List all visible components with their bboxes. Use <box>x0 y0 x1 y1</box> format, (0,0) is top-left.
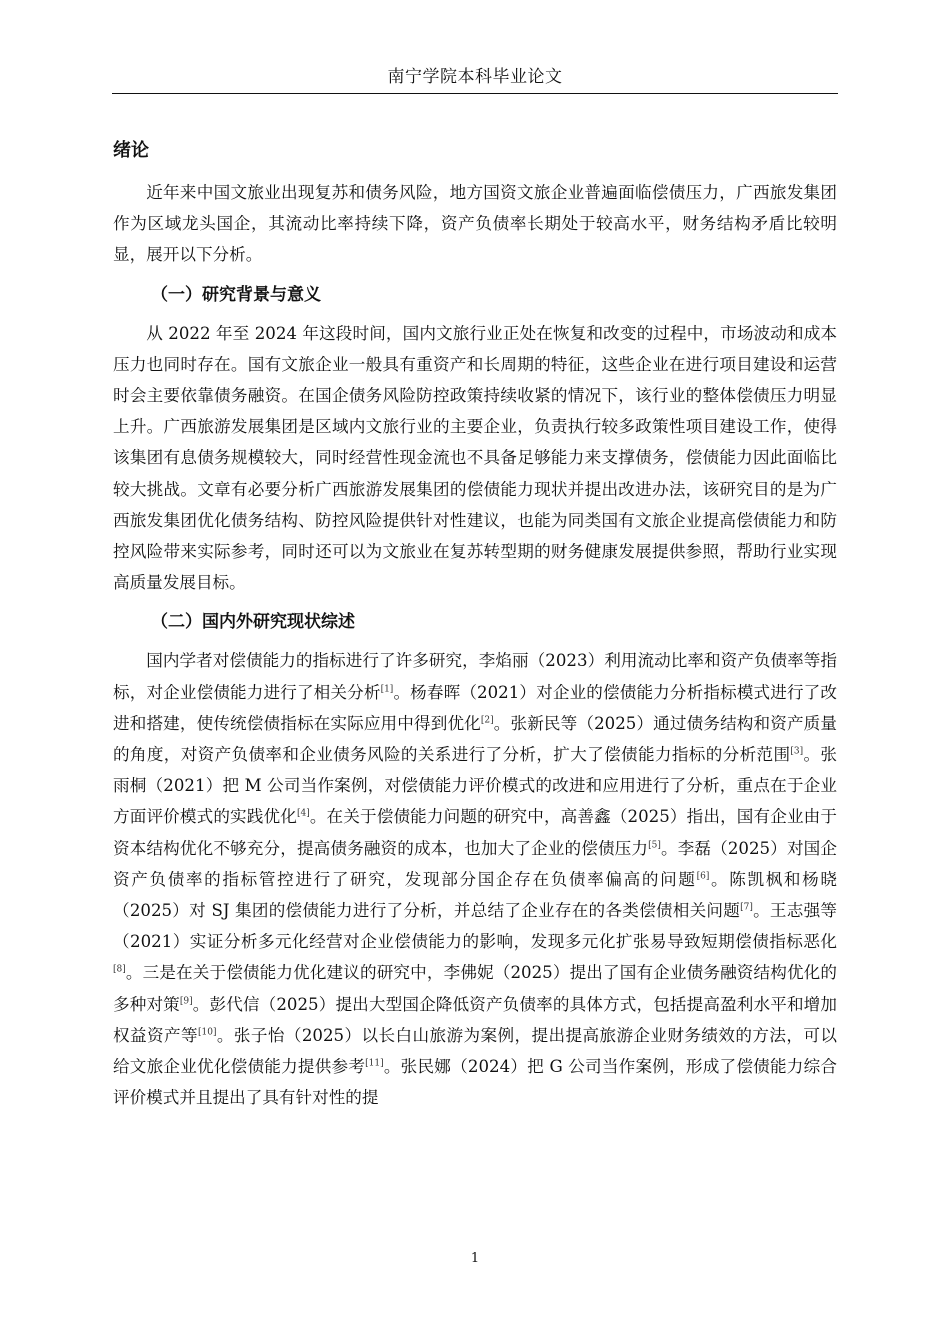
review-text-segment: 。李磊（2025）对国企资产负债率的指标管控进行了研究，发现部分国企存在负债率偏高的问题 <box>113 838 837 889</box>
citation-marker: [9] <box>179 996 193 1007</box>
review-text-segment: 。三是在关于偿债能力优化建议的研究中，李佛妮（2025）提出了国有企业债务融资结构优化的多种对策 <box>113 963 837 1014</box>
citation-marker: [8] <box>113 964 126 975</box>
review-text-segment: 。陈凯枫和杨晓（2025）对 SJ 集团的偿债能力进行了分析，并总结了企业存在的各类偿债相关问题 <box>113 869 838 921</box>
page-body <box>113 136 837 1121</box>
citation-marker: [7] <box>740 902 753 913</box>
review-text-segment: 。张民娜（2024）把 G 公司当作案例，形成了偿债能力综合评价模式并且提出了具有针对性的提 <box>113 1057 837 1108</box>
page-number: 1 <box>470 1251 480 1266</box>
review-text-segment: 。张子怡（2025）以长白山旅游为案例，提出提高旅游企业财务绩效的方法，可以给文旅企业优化偿债能力提供参考 <box>113 1025 837 1077</box>
review-text-segment: 。杨春晖（2021）对企业的偿债能力分析指标模式进行了改进和搭建，使传统偿债指标在实际应用中得到优化 <box>113 682 838 733</box>
review-text-segment: 。张新民等（2025）通过债务结构和资产质量的角度，对资产负债率和企业债务风险的关系进行了分析，扩大了偿债能力指标的分析范围 <box>113 713 837 765</box>
intro-paragraph: 近年来中国文旅业出现复苏和债务风险，地方国资文旅企业普遍面临偿债压力，广西旅发集团作为区域龙头国企，其流动比率持续下降，资产负债率长期处于较高水平，财务结构矛盾比较明显，展开以下分析。 <box>113 183 837 265</box>
review-text-segment: 。彭代信（2025）提出大型国企降低资产负债率的具体方式，包括提高盈利水平和增加权益资产等 <box>113 994 837 1045</box>
citation-marker: [3] <box>790 746 804 757</box>
citation-marker: [5] <box>648 840 661 851</box>
citation-marker: [2] <box>480 715 494 726</box>
review-text-segment: 。张雨桐（2021）把 M 公司当作案例，对偿债能力评价模式的改进和应用进行了分析，重点在于企业方面评价模式的实践优化 <box>113 745 838 827</box>
citation-marker: [6] <box>696 871 710 882</box>
page-header-title: 南宁学院本科毕业论文 <box>387 67 563 87</box>
background-paragraph: 从 2022 年至 2024 年这段时间，国内文旅行业正处在恢复和改变的过程中，市场波动和成本压力也同时存在。国有文旅企业一般具有重资产和长周期的特征，这些企业在进行项目建设和运营时会主要依靠债务融资。在国企债务风险防控政策持续收紧的情况下，该行业的整体偿债压力明显上升。广西旅游发展集团是区域内文旅行业的主要企业，负责执行较多政策性项目建设工作，使得该集团有息债务规模较大，同时经营性现金流也不具备足够能力来支撑债务，偿债能力因此面临比较大挑战。文章有必要分析广西旅游发展集团的偿债能力现状并提出改进办法，该研究目的是为广西旅发集团优化债务结构、防控风险提供针对性建议，也能为同类国有文旅企业提高偿债能力和防控风险带来实际参考，同时还可以为文旅业在复苏转型期的财务健康发展提供参照，帮助行业实现高质量发展目标。 <box>113 323 837 593</box>
citation-marker: [11] <box>365 1058 384 1069</box>
review-text-segment: 。王志强等（2021）实证分析多元化经营对企业偿债能力的影响，发现多元化扩张易导致短期偿债指标恶化 <box>113 901 838 952</box>
citation-marker: [1] <box>380 684 394 695</box>
header-divider <box>112 93 838 94</box>
review-text-segment: 国内学者对偿债能力的指标进行了许多研究，李焰丽（2023）利用流动比率和资产负债率等指标，对企业偿债能力进行了相关分析 <box>113 651 837 702</box>
citation-marker: [4] <box>296 808 310 819</box>
section-title: 绪论 <box>113 140 149 161</box>
review-text-segment: 。在关于偿债能力问题的研究中，高善鑫（2025）指出，国有企业由于资本结构优化不够充分，提高债务融资的成本，也加大了企业的偿债压力 <box>113 807 838 858</box>
review-paragraph <box>113 645 837 1113</box>
subsection-title-review: （二）国内外研究现状综述 <box>151 612 355 633</box>
subsection-title-background: （一）研究背景与意义 <box>151 284 321 305</box>
citation-marker: [10] <box>197 1027 217 1038</box>
